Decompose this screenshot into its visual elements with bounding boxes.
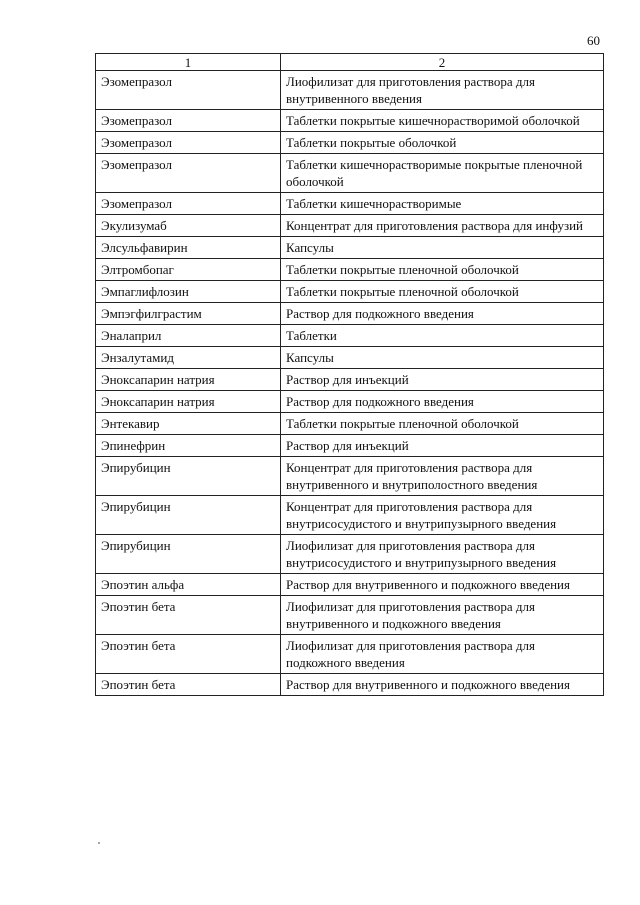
drug-name-cell: Эзомепразол	[96, 110, 281, 132]
table-row	[96, 110, 604, 132]
dosage-form-cell: Концентрат для приготовления раствора для инфузий	[281, 215, 604, 237]
dosage-form-cell: Таблетки покрытые пленочной оболочкой	[281, 413, 604, 435]
dosage-form-cell: Таблетки	[281, 325, 604, 347]
dosage-form-cell: Раствор для инъекций	[281, 435, 604, 457]
dosage-form-cell: Лиофилизат для приготовления раствора для внутривенного введения	[281, 71, 604, 110]
table-row	[96, 259, 604, 281]
drug-name-cell: Эпоэтин бета	[96, 596, 281, 635]
table-row	[96, 574, 604, 596]
column-header-2: 2	[281, 54, 604, 71]
drug-name-cell: Эналаприл	[96, 325, 281, 347]
drug-name-cell: Элсульфавирин	[96, 237, 281, 259]
dosage-form-cell: Лиофилизат для приготовления раствора для внутрисосудистого и внутрипузырного введения	[281, 535, 604, 574]
dosage-form-cell: Капсулы	[281, 237, 604, 259]
table-row	[96, 596, 604, 635]
drug-name-cell: Эпирубицин	[96, 535, 281, 574]
drug-name-cell: Эпинефрин	[96, 435, 281, 457]
dosage-form-cell: Капсулы	[281, 347, 604, 369]
dosage-form-cell: Раствор для подкожного введения	[281, 391, 604, 413]
drug-name-cell: Энзалутамид	[96, 347, 281, 369]
drug-name-cell: Эпоэтин бета	[96, 635, 281, 674]
table-header-row	[96, 54, 604, 71]
table-row	[96, 413, 604, 435]
table-row	[96, 215, 604, 237]
table-row	[96, 71, 604, 110]
table-row	[96, 347, 604, 369]
drug-name-cell: Эзомепразол	[96, 132, 281, 154]
table-row	[96, 635, 604, 674]
drug-name-cell: Эноксапарин натрия	[96, 391, 281, 413]
drug-name-cell: Эзомепразол	[96, 154, 281, 193]
dosage-form-cell: Раствор для инъекций	[281, 369, 604, 391]
dosage-form-cell: Раствор для внутривенного и подкожного введения	[281, 574, 604, 596]
drug-name-cell: Энтекавир	[96, 413, 281, 435]
table-row	[96, 154, 604, 193]
table-row	[96, 193, 604, 215]
table-row	[96, 132, 604, 154]
drug-name-cell: Эпоэтин альфа	[96, 574, 281, 596]
table-row	[96, 535, 604, 574]
dosage-form-cell: Таблетки покрытые кишечнорастворимой оболочкой	[281, 110, 604, 132]
drug-name-cell: Эзомепразол	[96, 193, 281, 215]
dosage-form-cell: Концентрат для приготовления раствора для внутривенного и внутриполостного введения	[281, 457, 604, 496]
drug-name-cell: Эзомепразол	[96, 71, 281, 110]
dosage-form-cell: Таблетки покрытые оболочкой	[281, 132, 604, 154]
table-row	[96, 435, 604, 457]
table-row	[96, 674, 604, 696]
dosage-form-cell: Лиофилизат для приготовления раствора для подкожного введения	[281, 635, 604, 674]
drug-name-cell: Эпоэтин бета	[96, 674, 281, 696]
dosage-form-cell: Лиофилизат для приготовления раствора для внутривенного и подкожного введения	[281, 596, 604, 635]
drug-forms-table	[95, 53, 604, 696]
drug-name-cell: Элтромбопаг	[96, 259, 281, 281]
dosage-form-cell: Таблетки покрытые пленочной оболочкой	[281, 259, 604, 281]
page-number: 60	[587, 33, 600, 48]
dosage-form-cell: Концентрат для приготовления раствора для внутрисосудистого и внутрипузырного введения	[281, 496, 604, 535]
column-header-1: 1	[96, 54, 281, 71]
table-row	[96, 391, 604, 413]
drug-name-cell: Эпирубицин	[96, 457, 281, 496]
drug-name-cell: Экулизумаб	[96, 215, 281, 237]
table-row	[96, 457, 604, 496]
drug-name-cell: Эпирубицин	[96, 496, 281, 535]
table-row	[96, 369, 604, 391]
table-row	[96, 237, 604, 259]
dosage-form-cell: Раствор для подкожного введения	[281, 303, 604, 325]
drug-name-cell: Эмпаглифлозин	[96, 281, 281, 303]
scan-speck	[98, 842, 100, 844]
table-row	[96, 496, 604, 535]
dosage-form-cell: Раствор для внутривенного и подкожного введения	[281, 674, 604, 696]
table-row	[96, 281, 604, 303]
dosage-form-cell: Таблетки кишечнорастворимые	[281, 193, 604, 215]
drug-name-cell: Эмпэгфилграстим	[96, 303, 281, 325]
table-row	[96, 325, 604, 347]
table-row	[96, 303, 604, 325]
dosage-form-cell: Таблетки покрытые пленочной оболочкой	[281, 281, 604, 303]
drug-name-cell: Эноксапарин натрия	[96, 369, 281, 391]
dosage-form-cell: Таблетки кишечнорастворимые покрытые пленочной оболочкой	[281, 154, 604, 193]
